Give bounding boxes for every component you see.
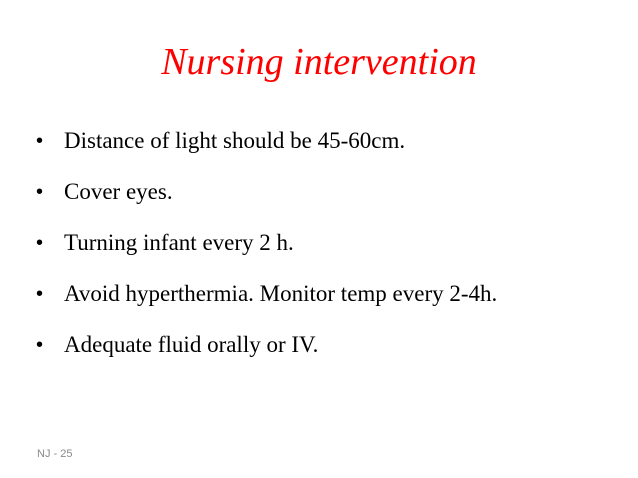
- bullet-icon: •: [36, 130, 44, 152]
- bullet-icon: •: [36, 334, 44, 356]
- bullet-text: Adequate fluid orally or IV.: [64, 332, 319, 357]
- bullet-item-5: [36, 325, 497, 376]
- bullet-item-2: [36, 172, 497, 223]
- bullet-list: [36, 121, 497, 376]
- bullet-icon: •: [36, 181, 44, 203]
- bullet-icon: •: [36, 232, 44, 254]
- bullet-item-1: [36, 121, 497, 172]
- slide-footer: NJ - 25: [37, 448, 73, 460]
- bullet-text: Avoid hyperthermia. Monitor temp every 2-4h.: [64, 281, 498, 306]
- bullet-text: Turning infant every 2 h.: [64, 230, 294, 255]
- bullet-icon: •: [36, 283, 44, 305]
- bullet-text: Distance of light should be 45-60cm.: [64, 128, 406, 153]
- bullet-item-3: [36, 223, 497, 274]
- bullet-item-4: [36, 274, 497, 325]
- slide-title: Nursing intervention: [161, 41, 477, 83]
- bullet-text: Cover eyes.: [64, 179, 173, 204]
